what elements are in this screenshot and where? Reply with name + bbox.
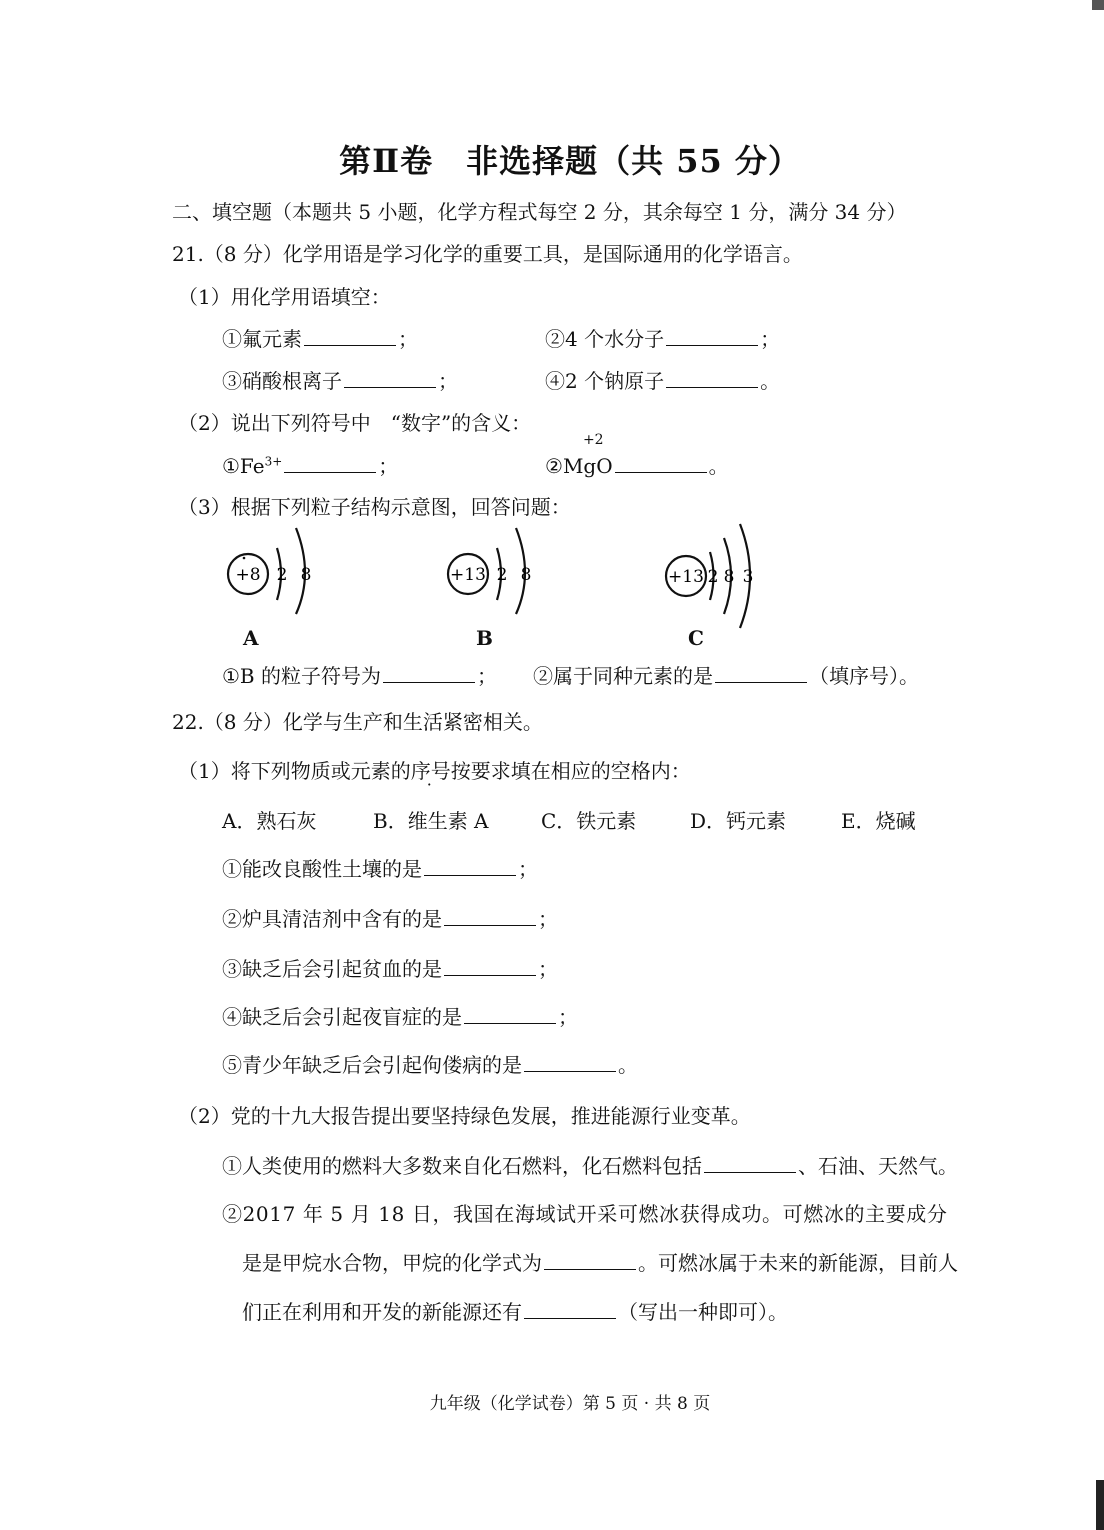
q21-b1: ①B 的粒子符号为 ；	[222, 664, 497, 688]
shell-electrons: 2	[707, 567, 719, 587]
q21-part2: （2）说出下列符号中 “数字”的含义：	[178, 411, 532, 435]
answer-blank[interactable]	[715, 664, 807, 683]
q21-b2: ②属于同种元素的是 （填序号）。	[533, 664, 919, 688]
q22-s1: ①能改良酸性土壤的是 ；	[222, 857, 538, 881]
answer-blank[interactable]	[464, 1005, 556, 1024]
option-d: D．钙元素	[690, 809, 787, 833]
q22-s4: ④缺乏后会引起夜盲症的是 ；	[222, 1005, 578, 1029]
q22-intro: 22.（8 分）化学与生产和生活紧密相关。	[172, 710, 543, 734]
option-e: E．烧碱	[841, 809, 916, 833]
q21-item1: ①氟元素 ；	[222, 327, 418, 351]
q22-f2-line2: 是是甲烷水合物，甲烷的化学式为 。可燃冰属于未来的新能源，目前人	[242, 1251, 958, 1275]
q21-item2: ②4 个水分子 ；	[545, 327, 781, 351]
q22-f2-line1: ②2017 年 5 月 18 日，我国在海域试开采可燃冰获得成功。可燃冰的主要成分	[222, 1202, 948, 1226]
q22-part1: （1）将下列物质或元素的序号按要求填在相应的空格内：	[178, 759, 691, 783]
answer-blank[interactable]	[524, 1300, 616, 1319]
answer-blank[interactable]	[444, 957, 536, 976]
answer-blank[interactable]	[615, 454, 707, 473]
q21-part3: （3）根据下列粒子结构示意图，回答问题：	[178, 495, 571, 519]
page-title: 第Ⅱ卷 非选择题（共 55 分）	[339, 142, 801, 180]
option-a: A．熟石灰	[222, 809, 317, 833]
nucleus-charge: +13	[668, 567, 704, 587]
fe-ion-item: $①Fe^{3+}$ ；	[222, 454, 399, 478]
q22-s2: ②炉具清洁剂中含有的是 ；	[222, 907, 558, 931]
option-b: B．维生素 A	[373, 809, 489, 833]
q22-s3: ③缺乏后会引起贫血的是 ；	[222, 957, 558, 981]
section-heading: 二、填空题（本题共 5 小题，化学方程式每空 2 分，其余每空 1 分，满分 34 分）	[172, 200, 907, 224]
answer-blank[interactable]	[666, 327, 758, 346]
atom-label-a: A	[243, 626, 259, 650]
q22-f1: ①人类使用的燃料大多数来自化石燃料，化石燃料包括 、石油、天然气。	[222, 1154, 958, 1178]
shell-electrons: 2	[276, 565, 288, 585]
scan-edge-mark	[1092, 0, 1104, 10]
shell-electrons: 3	[742, 567, 754, 587]
shell-electrons: 2	[496, 565, 508, 585]
atom-label-c: C	[688, 626, 704, 650]
scan-edge-mark	[1096, 1480, 1104, 1530]
answer-blank[interactable]	[284, 454, 376, 473]
atom-label-b: B	[476, 626, 493, 650]
answer-blank[interactable]	[444, 907, 536, 926]
q22-part2: （2）党的十九大报告提出要坚持绿色发展，推进能源行业变革。	[178, 1104, 751, 1128]
atom-diagram-a	[222, 524, 332, 616]
answer-blank[interactable]	[344, 369, 436, 388]
answer-blank[interactable]	[304, 327, 396, 346]
q22-s5: ⑤青少年缺乏后会引起佝偻病的是 。	[222, 1053, 638, 1077]
answer-blank[interactable]	[666, 369, 758, 388]
shell-electrons: 8	[520, 565, 532, 585]
shell-electrons: 8	[723, 567, 735, 587]
valence-mark: +2	[582, 432, 604, 448]
atom-diagram-b	[442, 524, 552, 616]
answer-blank[interactable]	[424, 857, 516, 876]
answer-blank[interactable]	[704, 1154, 796, 1173]
atom-diagram-c	[660, 520, 770, 630]
nucleus-charge: +13	[450, 565, 486, 585]
answer-blank[interactable]	[383, 664, 475, 683]
shell-electrons: 8	[300, 565, 312, 585]
option-c: C．铁元素	[541, 809, 637, 833]
q21-item3: ③硝酸根离子 ；	[222, 369, 458, 393]
q22-f2-line3: 们正在利用和开发的新能源还有 （写出一种即可）。	[242, 1300, 788, 1324]
q21-item4: ④2 个钠原子 。	[545, 369, 781, 393]
answer-blank[interactable]	[544, 1251, 636, 1270]
page-footer: 九年级（化学试卷）第 5 页 · 共 8 页	[429, 1394, 711, 1414]
q21-part1: （1）用化学用语填空：	[178, 285, 391, 309]
q21-intro: 21.（8 分）化学用语是学习化学的重要工具，是国际通用的化学语言。	[172, 242, 803, 266]
answer-blank[interactable]	[524, 1053, 616, 1072]
mgo-item: ② +2 MgO 。	[545, 432, 729, 478]
nucleus-charge: +8	[235, 565, 261, 585]
